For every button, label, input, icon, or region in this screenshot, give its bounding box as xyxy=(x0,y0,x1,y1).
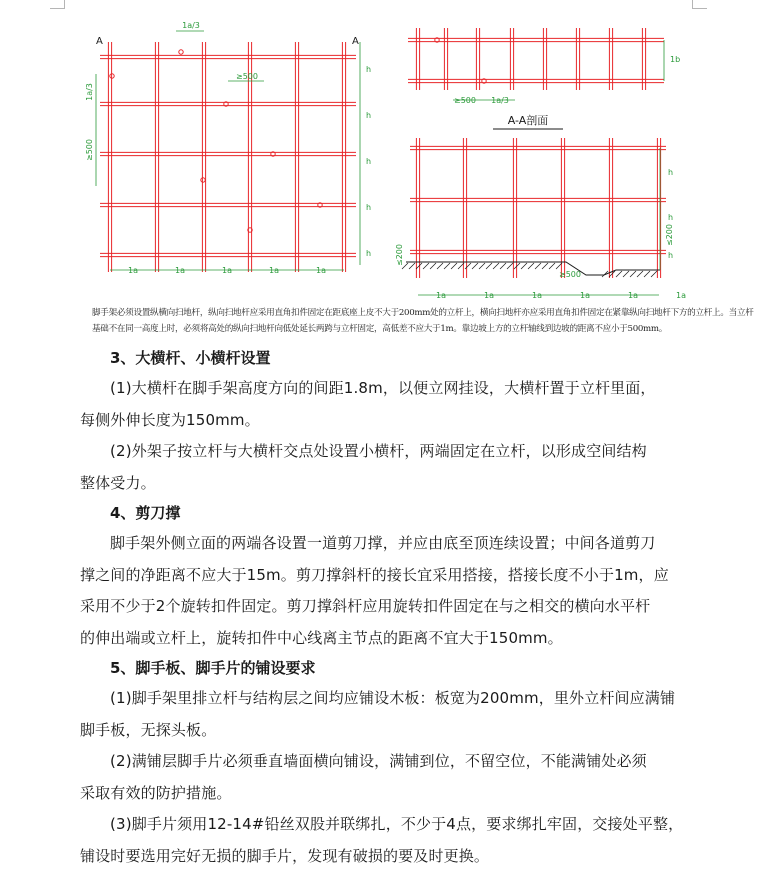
paragraph-line: (2)满铺层脚手片必须垂直墙面横向铺设，满铺到位，不留空位，不能满铺处必须 xyxy=(110,752,647,770)
dimension-label: 1a xyxy=(532,291,542,300)
dimension-label: h xyxy=(668,251,674,260)
paragraph-line: (1)大横杆在脚手架高度方向的间距1.8m，以便立网挂设，大横杆置于立杆里面， xyxy=(110,379,656,397)
dimension-label: h xyxy=(366,249,372,258)
ground-hatch xyxy=(430,263,436,269)
dimension-label: h xyxy=(366,203,372,212)
ground-hatch xyxy=(500,263,506,269)
paragraph-line: (2)外架子按立杆与大横杆交点处设置小横杆，两端固定在立杆，以形成空间结构 xyxy=(110,442,647,460)
dimension-label: 1a xyxy=(628,291,638,300)
paragraph xyxy=(80,683,692,746)
scaffold-section-view xyxy=(402,138,666,278)
ground-hatch xyxy=(549,263,555,269)
ground-hatch xyxy=(479,263,485,269)
dimension-label: h xyxy=(668,168,674,177)
dimension-label: 1a xyxy=(580,291,590,300)
ground-hatch xyxy=(535,263,541,269)
paragraph-line: (3)脚手片须用12-14#铅丝双股并联绑扎，不少于4点，要求绑扎牢固，交接处平整， xyxy=(110,815,684,833)
dimension-label: 1a/3 xyxy=(85,83,94,101)
ground-hatch xyxy=(616,271,622,277)
caption-line: 脚手架必须设置纵横向扫地杆，纵向扫地杆应采用直角扣件固定在距底座上皮不大于200mm处的立杆上，横向扫地杆亦应采用直角扣件固定在紧靠纵向扫地杆下方的立杆上。当立杆 xyxy=(92,308,754,318)
section-marker-a: A xyxy=(352,36,359,47)
paragraph xyxy=(80,436,692,499)
section-heading: 3、大横杆、小横杆设置 xyxy=(110,349,271,367)
ground-hatch xyxy=(423,263,429,269)
paragraph-line: 整体受力。 xyxy=(80,473,156,492)
ground-hatch xyxy=(644,271,650,277)
dimension-label: 1a xyxy=(269,266,279,275)
paragraph-line: 脚手板，无探头板。 xyxy=(80,720,217,739)
ground-hatch xyxy=(542,263,548,269)
dimension-label: ≤200 xyxy=(665,224,674,246)
paragraph xyxy=(80,746,692,809)
dimension-label: 1a xyxy=(175,266,185,275)
caption-line: 基础不在同一高度上时，必须将高处的纵向扫地杆向低处延长两跨与立杆固定，高低差不应大于1m。靠边坡上方的立杆轴线到边坡的距离不应小于500mm。 xyxy=(92,324,668,334)
ground-hatch xyxy=(521,263,527,269)
ground-hatch xyxy=(451,263,457,269)
section-marker-a: A xyxy=(96,36,103,47)
dimension-label: 1a xyxy=(484,291,494,300)
dimension-label: ≥500 xyxy=(236,72,258,81)
scaffold-plan-view xyxy=(100,42,356,272)
dimension-label: ≥500 xyxy=(85,139,94,161)
dimension-lines xyxy=(85,21,686,300)
scaffold-drawing xyxy=(0,0,782,345)
dimension-label: 1a/3 xyxy=(182,21,200,30)
ground-hatch xyxy=(651,271,657,277)
dimension-label: ≥500 xyxy=(454,96,476,105)
ground-hatch xyxy=(486,263,492,269)
coupler-mark xyxy=(201,178,205,182)
ground-hatch xyxy=(623,271,629,277)
ground-hatch xyxy=(472,263,478,269)
paragraph-line: 的伸出端或立杆上，旋转扣件中心线离主节点的距离不宜大于150mm。 xyxy=(80,628,563,647)
dimension-label: 1a/3 xyxy=(491,96,509,105)
dimension-label: 1a xyxy=(436,291,446,300)
section-heading: 4、剪刀撑 xyxy=(110,504,181,522)
dimension-label: 1a xyxy=(128,266,138,275)
dimension-label: 1a xyxy=(222,266,232,275)
ground-hatch xyxy=(437,263,443,269)
ground-hatch xyxy=(507,263,513,269)
dimension-label: h xyxy=(668,213,674,222)
dimension-label: 1a xyxy=(316,266,326,275)
ground-hatch xyxy=(465,263,471,269)
paragraph xyxy=(80,373,692,436)
scaffold-small-plan xyxy=(408,28,664,90)
paragraph-line: (1)脚手架里排立杆与结构层之间均应铺设木板：板宽为200mm，里外立杆间应满铺 xyxy=(110,689,676,707)
paragraph-line: 采用不少于2个旋转扣件固定。剪刀撑斜杆应用旋转扣件固定在与之相交的横向水平杆 xyxy=(80,597,651,615)
ground-hatch xyxy=(630,271,636,277)
dimension-label: h xyxy=(366,65,372,74)
ground-hatch xyxy=(444,263,450,269)
dimension-label: 1b xyxy=(670,55,681,64)
dimension-label: ≥500 xyxy=(559,270,581,279)
ground-hatch xyxy=(493,263,499,269)
paragraph xyxy=(80,809,692,872)
dimension-label: 1a xyxy=(676,291,686,300)
paragraph-line: 采取有效的防护措施。 xyxy=(80,783,232,802)
paragraph xyxy=(80,528,692,654)
drawing-caption xyxy=(92,305,754,337)
paragraph-line: 每侧外伸长度为150mm。 xyxy=(80,410,260,429)
dimension-label: h xyxy=(366,111,372,120)
paragraph-line: 脚手架外侧立面的两端各设置一道剪刀撑，并应由底至顶连续设置；中间各道剪刀 xyxy=(110,534,656,552)
coupler-mark xyxy=(179,50,183,54)
ground-hatch xyxy=(528,263,534,269)
section-title: A-A剖面 xyxy=(507,114,549,127)
paragraph-line: 撑之间的净距离不应大于15m。剪刀撑斜杆的接长宜采用搭接，搭接长度不小于1m，应 xyxy=(80,565,669,584)
document-body xyxy=(80,344,692,872)
dimension-label: h xyxy=(366,157,372,166)
dimension-label: ≤200 xyxy=(395,244,404,266)
ground-hatch xyxy=(409,263,415,269)
paragraph-line: 铺设时要选用完好无损的脚手片，发现有破损的要及时更换。 xyxy=(80,846,490,865)
ground-hatch xyxy=(637,271,643,277)
section-heading: 5、脚手板、脚手片的铺设要求 xyxy=(110,659,316,677)
